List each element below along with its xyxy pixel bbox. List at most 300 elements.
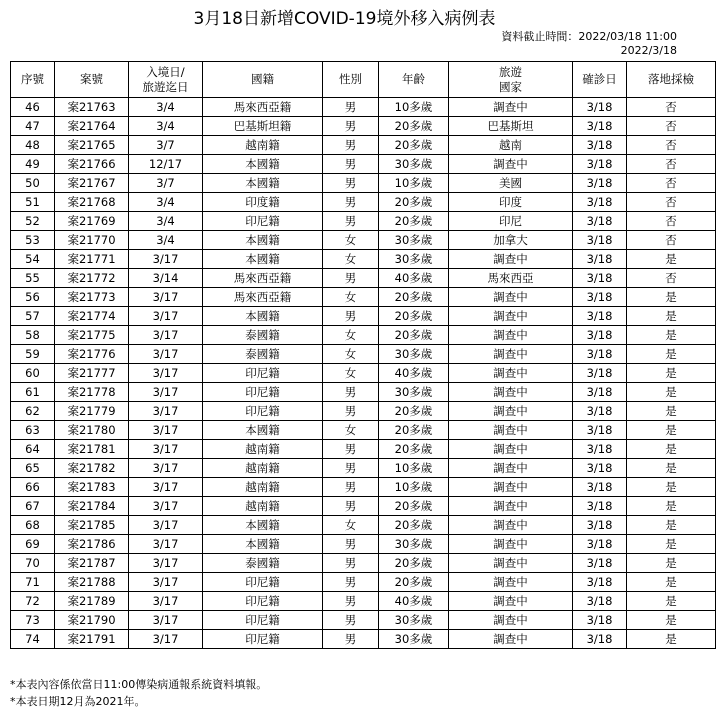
cell-nationality: 印尼籍	[203, 573, 323, 592]
cell-age: 10多歲	[379, 98, 449, 117]
cell-age: 30多歲	[379, 345, 449, 364]
cell-diagnosis-date: 3/18	[573, 345, 627, 364]
cell-travel-country: 調查中	[449, 307, 573, 326]
cell-serial: 66	[11, 478, 55, 497]
cell-travel-country: 印度	[449, 193, 573, 212]
cell-travel-country: 美國	[449, 174, 573, 193]
cell-entry-date: 3/17	[129, 364, 203, 383]
table-row	[11, 459, 716, 478]
cell-travel-country: 調查中	[449, 402, 573, 421]
cell-age: 10多歲	[379, 459, 449, 478]
cell-nationality: 馬來西亞籍	[203, 288, 323, 307]
report-meta	[501, 30, 677, 58]
table-row	[11, 136, 716, 155]
cell-serial: 65	[11, 459, 55, 478]
report-date: 2022/3/18	[620, 44, 677, 57]
cell-serial: 55	[11, 269, 55, 288]
cell-travel-country: 調查中	[449, 326, 573, 345]
cell-sex: 女	[323, 364, 379, 383]
cell-serial: 53	[11, 231, 55, 250]
cell-case-id: 案21783	[55, 478, 129, 497]
cell-serial: 58	[11, 326, 55, 345]
cell-age: 40多歲	[379, 364, 449, 383]
cell-nationality: 印尼籍	[203, 364, 323, 383]
cell-arrival-test: 是	[627, 592, 716, 611]
table-row	[11, 155, 716, 174]
cell-arrival-test: 是	[627, 288, 716, 307]
cell-sex: 男	[323, 307, 379, 326]
cell-arrival-test: 是	[627, 307, 716, 326]
cell-serial: 49	[11, 155, 55, 174]
cell-travel-country: 調查中	[449, 592, 573, 611]
cell-arrival-test: 是	[627, 402, 716, 421]
cell-travel-country: 調查中	[449, 478, 573, 497]
cell-entry-date: 3/17	[129, 326, 203, 345]
table-row	[11, 98, 716, 117]
cell-sex: 男	[323, 383, 379, 402]
cell-age: 20多歲	[379, 402, 449, 421]
header-nationality: 國籍	[203, 62, 323, 98]
cell-serial: 74	[11, 630, 55, 649]
cell-age: 30多歲	[379, 250, 449, 269]
table-row	[11, 174, 716, 193]
cell-sex: 男	[323, 174, 379, 193]
cell-sex: 女	[323, 345, 379, 364]
cell-arrival-test: 否	[627, 155, 716, 174]
page-title: 3月18日新增COVID-19境外移入病例表	[193, 9, 496, 29]
cell-serial: 67	[11, 497, 55, 516]
cell-serial: 61	[11, 383, 55, 402]
cell-nationality: 本國籍	[203, 155, 323, 174]
cell-serial: 50	[11, 174, 55, 193]
cell-age: 20多歲	[379, 307, 449, 326]
cell-diagnosis-date: 3/18	[573, 402, 627, 421]
cell-case-id: 案21789	[55, 592, 129, 611]
cell-serial: 59	[11, 345, 55, 364]
cell-sex: 男	[323, 459, 379, 478]
table-row	[11, 440, 716, 459]
data-cutoff-time: 資料截止時間：2022/03/18 11:00	[501, 30, 677, 43]
cell-entry-date: 3/17	[129, 611, 203, 630]
cell-serial: 62	[11, 402, 55, 421]
cell-sex: 男	[323, 573, 379, 592]
cell-entry-date: 12/17	[129, 155, 203, 174]
cell-entry-date: 3/17	[129, 402, 203, 421]
cell-arrival-test: 是	[627, 535, 716, 554]
table-row	[11, 307, 716, 326]
table-row	[11, 269, 716, 288]
table-row	[11, 288, 716, 307]
cell-age: 10多歲	[379, 478, 449, 497]
cell-diagnosis-date: 3/18	[573, 630, 627, 649]
cell-age: 20多歲	[379, 212, 449, 231]
cell-entry-date: 3/17	[129, 478, 203, 497]
cell-nationality: 本國籍	[203, 421, 323, 440]
cell-nationality: 越南籍	[203, 136, 323, 155]
cell-sex: 男	[323, 478, 379, 497]
table-row	[11, 421, 716, 440]
cell-entry-date: 3/17	[129, 535, 203, 554]
cell-sex: 女	[323, 288, 379, 307]
cell-serial: 68	[11, 516, 55, 535]
cell-diagnosis-date: 3/18	[573, 497, 627, 516]
cell-nationality: 本國籍	[203, 516, 323, 535]
cell-diagnosis-date: 3/18	[573, 573, 627, 592]
cell-sex: 女	[323, 421, 379, 440]
footnote-2: *本表日期12月為2021年。	[10, 695, 146, 708]
cell-age: 20多歲	[379, 573, 449, 592]
cell-nationality: 泰國籍	[203, 326, 323, 345]
cell-arrival-test: 否	[627, 174, 716, 193]
table-row	[11, 345, 716, 364]
cell-diagnosis-date: 3/18	[573, 155, 627, 174]
cell-case-id: 案21776	[55, 345, 129, 364]
cell-arrival-test: 是	[627, 573, 716, 592]
cell-entry-date: 3/17	[129, 630, 203, 649]
cell-travel-country: 調查中	[449, 383, 573, 402]
cell-entry-date: 3/4	[129, 212, 203, 231]
cell-age: 20多歲	[379, 117, 449, 136]
cell-arrival-test: 是	[627, 326, 716, 345]
cell-sex: 男	[323, 155, 379, 174]
cell-sex: 女	[323, 326, 379, 345]
table-row	[11, 364, 716, 383]
cell-travel-country: 馬來西亞	[449, 269, 573, 288]
cell-sex: 男	[323, 440, 379, 459]
cell-nationality: 馬來西亞籍	[203, 98, 323, 117]
cell-diagnosis-date: 3/18	[573, 288, 627, 307]
header-entry-date: 入境日/ 旅遊迄日	[129, 62, 203, 98]
cell-diagnosis-date: 3/18	[573, 592, 627, 611]
cell-case-id: 案21764	[55, 117, 129, 136]
table-row	[11, 592, 716, 611]
header-case-id: 案號	[55, 62, 129, 98]
cell-case-id: 案21774	[55, 307, 129, 326]
cell-case-id: 案21767	[55, 174, 129, 193]
cell-nationality: 本國籍	[203, 535, 323, 554]
cell-diagnosis-date: 3/18	[573, 326, 627, 345]
cell-case-id: 案21784	[55, 497, 129, 516]
cell-nationality: 本國籍	[203, 231, 323, 250]
cell-travel-country: 調查中	[449, 98, 573, 117]
cell-nationality: 印尼籍	[203, 212, 323, 231]
table-row	[11, 193, 716, 212]
table-row	[11, 250, 716, 269]
cell-travel-country: 調查中	[449, 364, 573, 383]
case-table	[10, 61, 716, 649]
cell-entry-date: 3/14	[129, 269, 203, 288]
cell-diagnosis-date: 3/18	[573, 516, 627, 535]
table-row	[11, 212, 716, 231]
cell-serial: 48	[11, 136, 55, 155]
cell-entry-date: 3/17	[129, 497, 203, 516]
cell-travel-country: 越南	[449, 136, 573, 155]
cell-entry-date: 3/17	[129, 307, 203, 326]
cell-travel-country: 調查中	[449, 250, 573, 269]
cell-entry-date: 3/17	[129, 592, 203, 611]
cell-nationality: 泰國籍	[203, 345, 323, 364]
cell-sex: 男	[323, 269, 379, 288]
cell-arrival-test: 是	[627, 554, 716, 573]
footnote-1: *本表內容係依當日11:00傳染病通報系統資料填報。	[10, 678, 268, 691]
cell-case-id: 案21771	[55, 250, 129, 269]
cell-case-id: 案21787	[55, 554, 129, 573]
cell-age: 40多歲	[379, 592, 449, 611]
cell-travel-country: 調查中	[449, 459, 573, 478]
cell-travel-country: 調查中	[449, 288, 573, 307]
cell-age: 20多歲	[379, 136, 449, 155]
cell-sex: 男	[323, 611, 379, 630]
cell-serial: 57	[11, 307, 55, 326]
cell-arrival-test: 是	[627, 497, 716, 516]
cell-travel-country: 加拿大	[449, 231, 573, 250]
footnotes	[10, 676, 267, 710]
cell-entry-date: 3/17	[129, 345, 203, 364]
cell-age: 30多歲	[379, 155, 449, 174]
cell-diagnosis-date: 3/18	[573, 307, 627, 326]
cell-serial: 60	[11, 364, 55, 383]
cell-age: 20多歲	[379, 193, 449, 212]
cell-serial: 69	[11, 535, 55, 554]
cell-travel-country: 調查中	[449, 516, 573, 535]
cell-case-id: 案21785	[55, 516, 129, 535]
cell-nationality: 本國籍	[203, 250, 323, 269]
cell-age: 30多歲	[379, 611, 449, 630]
cell-arrival-test: 是	[627, 459, 716, 478]
cell-entry-date: 3/4	[129, 193, 203, 212]
table-row	[11, 478, 716, 497]
table-body	[11, 98, 716, 649]
cell-serial: 71	[11, 573, 55, 592]
cell-sex: 男	[323, 535, 379, 554]
cell-arrival-test: 否	[627, 98, 716, 117]
cell-entry-date: 3/17	[129, 383, 203, 402]
table-row	[11, 402, 716, 421]
cell-arrival-test: 否	[627, 231, 716, 250]
cell-arrival-test: 否	[627, 117, 716, 136]
header-sex: 性別	[323, 62, 379, 98]
cell-serial: 56	[11, 288, 55, 307]
cell-arrival-test: 否	[627, 212, 716, 231]
cell-serial: 64	[11, 440, 55, 459]
cell-diagnosis-date: 3/18	[573, 231, 627, 250]
table-row	[11, 535, 716, 554]
cell-serial: 72	[11, 592, 55, 611]
cell-arrival-test: 否	[627, 193, 716, 212]
cell-case-id: 案21775	[55, 326, 129, 345]
cell-case-id: 案21765	[55, 136, 129, 155]
header-serial: 序號	[11, 62, 55, 98]
cell-serial: 70	[11, 554, 55, 573]
cell-travel-country: 調查中	[449, 497, 573, 516]
cell-travel-country: 調查中	[449, 611, 573, 630]
cell-diagnosis-date: 3/18	[573, 174, 627, 193]
cell-sex: 男	[323, 212, 379, 231]
cell-case-id: 案21791	[55, 630, 129, 649]
cell-diagnosis-date: 3/18	[573, 136, 627, 155]
cell-case-id: 案21786	[55, 535, 129, 554]
cell-arrival-test: 是	[627, 250, 716, 269]
cell-sex: 男	[323, 136, 379, 155]
table-row	[11, 497, 716, 516]
cell-serial: 47	[11, 117, 55, 136]
cell-case-id: 案21773	[55, 288, 129, 307]
cell-age: 30多歲	[379, 383, 449, 402]
cell-sex: 男	[323, 193, 379, 212]
cell-sex: 男	[323, 592, 379, 611]
cell-arrival-test: 否	[627, 136, 716, 155]
cell-case-id: 案21778	[55, 383, 129, 402]
cell-entry-date: 3/17	[129, 288, 203, 307]
cell-age: 20多歲	[379, 516, 449, 535]
cell-diagnosis-date: 3/18	[573, 440, 627, 459]
cell-sex: 女	[323, 231, 379, 250]
cell-serial: 52	[11, 212, 55, 231]
table-row	[11, 630, 716, 649]
cell-nationality: 印尼籍	[203, 592, 323, 611]
cell-nationality: 越南籍	[203, 497, 323, 516]
cell-nationality: 馬來西亞籍	[203, 269, 323, 288]
cell-sex: 男	[323, 497, 379, 516]
cell-entry-date: 3/17	[129, 250, 203, 269]
cell-sex: 男	[323, 402, 379, 421]
cell-diagnosis-date: 3/18	[573, 250, 627, 269]
cell-sex: 男	[323, 554, 379, 573]
cell-age: 30多歲	[379, 231, 449, 250]
cell-case-id: 案21766	[55, 155, 129, 174]
cell-age: 20多歲	[379, 421, 449, 440]
table-row	[11, 611, 716, 630]
header-travel-country: 旅遊 國家	[449, 62, 573, 98]
cell-age: 30多歲	[379, 630, 449, 649]
table-row	[11, 117, 716, 136]
cell-case-id: 案21768	[55, 193, 129, 212]
cell-case-id: 案21782	[55, 459, 129, 478]
cell-age: 20多歲	[379, 497, 449, 516]
cell-diagnosis-date: 3/18	[573, 212, 627, 231]
cell-travel-country: 調查中	[449, 535, 573, 554]
cell-case-id: 案21780	[55, 421, 129, 440]
cell-sex: 男	[323, 117, 379, 136]
cell-age: 20多歲	[379, 554, 449, 573]
cell-serial: 73	[11, 611, 55, 630]
cell-diagnosis-date: 3/18	[573, 459, 627, 478]
header-age: 年齡	[379, 62, 449, 98]
header-arrival-test: 落地採檢	[627, 62, 716, 98]
cell-nationality: 印度籍	[203, 193, 323, 212]
cell-case-id: 案21763	[55, 98, 129, 117]
cell-nationality: 巴基斯坦籍	[203, 117, 323, 136]
cell-diagnosis-date: 3/18	[573, 117, 627, 136]
cell-nationality: 本國籍	[203, 174, 323, 193]
cell-travel-country: 調查中	[449, 440, 573, 459]
table-row	[11, 326, 716, 345]
cell-nationality: 印尼籍	[203, 383, 323, 402]
cell-arrival-test: 是	[627, 630, 716, 649]
table-row	[11, 573, 716, 592]
cell-diagnosis-date: 3/18	[573, 269, 627, 288]
cell-entry-date: 3/17	[129, 421, 203, 440]
cell-serial: 63	[11, 421, 55, 440]
cell-entry-date: 3/17	[129, 516, 203, 535]
cell-entry-date: 3/4	[129, 231, 203, 250]
cell-arrival-test: 否	[627, 269, 716, 288]
cell-nationality: 印尼籍	[203, 402, 323, 421]
cell-nationality: 越南籍	[203, 478, 323, 497]
cell-entry-date: 3/7	[129, 174, 203, 193]
cell-entry-date: 3/17	[129, 440, 203, 459]
cell-nationality: 印尼籍	[203, 611, 323, 630]
cell-diagnosis-date: 3/18	[573, 554, 627, 573]
table-row	[11, 231, 716, 250]
cell-sex: 男	[323, 630, 379, 649]
cell-age: 30多歲	[379, 535, 449, 554]
cell-nationality: 本國籍	[203, 307, 323, 326]
cell-travel-country: 巴基斯坦	[449, 117, 573, 136]
cell-diagnosis-date: 3/18	[573, 383, 627, 402]
cell-arrival-test: 是	[627, 516, 716, 535]
cell-entry-date: 3/17	[129, 554, 203, 573]
table-row	[11, 516, 716, 535]
cell-age: 40多歲	[379, 269, 449, 288]
cell-nationality: 越南籍	[203, 459, 323, 478]
cell-entry-date: 3/17	[129, 573, 203, 592]
cell-serial: 51	[11, 193, 55, 212]
cell-diagnosis-date: 3/18	[573, 364, 627, 383]
cell-case-id: 案21772	[55, 269, 129, 288]
cell-travel-country: 調查中	[449, 155, 573, 174]
cell-age: 20多歲	[379, 288, 449, 307]
cell-diagnosis-date: 3/18	[573, 478, 627, 497]
cell-age: 20多歲	[379, 326, 449, 345]
cell-arrival-test: 是	[627, 611, 716, 630]
cell-travel-country: 印尼	[449, 212, 573, 231]
cell-travel-country: 調查中	[449, 421, 573, 440]
cell-case-id: 案21779	[55, 402, 129, 421]
cell-case-id: 案21777	[55, 364, 129, 383]
cell-case-id: 案21788	[55, 573, 129, 592]
cell-age: 20多歲	[379, 440, 449, 459]
cell-sex: 女	[323, 516, 379, 535]
cell-entry-date: 3/17	[129, 459, 203, 478]
cell-travel-country: 調查中	[449, 345, 573, 364]
cell-age: 10多歲	[379, 174, 449, 193]
cell-case-id: 案21770	[55, 231, 129, 250]
cell-case-id: 案21790	[55, 611, 129, 630]
cell-arrival-test: 是	[627, 383, 716, 402]
cell-arrival-test: 是	[627, 364, 716, 383]
cell-diagnosis-date: 3/18	[573, 421, 627, 440]
header-diagnosis-date: 確診日	[573, 62, 627, 98]
cell-diagnosis-date: 3/18	[573, 98, 627, 117]
cell-arrival-test: 是	[627, 440, 716, 459]
cell-diagnosis-date: 3/18	[573, 193, 627, 212]
cell-sex: 男	[323, 98, 379, 117]
cell-case-id: 案21781	[55, 440, 129, 459]
table-row	[11, 383, 716, 402]
cell-travel-country: 調查中	[449, 573, 573, 592]
cell-entry-date: 3/7	[129, 136, 203, 155]
cell-serial: 54	[11, 250, 55, 269]
cell-nationality: 越南籍	[203, 440, 323, 459]
cell-diagnosis-date: 3/18	[573, 611, 627, 630]
cell-nationality: 泰國籍	[203, 554, 323, 573]
cell-entry-date: 3/4	[129, 117, 203, 136]
table-row	[11, 554, 716, 573]
cell-sex: 女	[323, 250, 379, 269]
cell-travel-country: 調查中	[449, 630, 573, 649]
table-header-row	[11, 62, 716, 98]
